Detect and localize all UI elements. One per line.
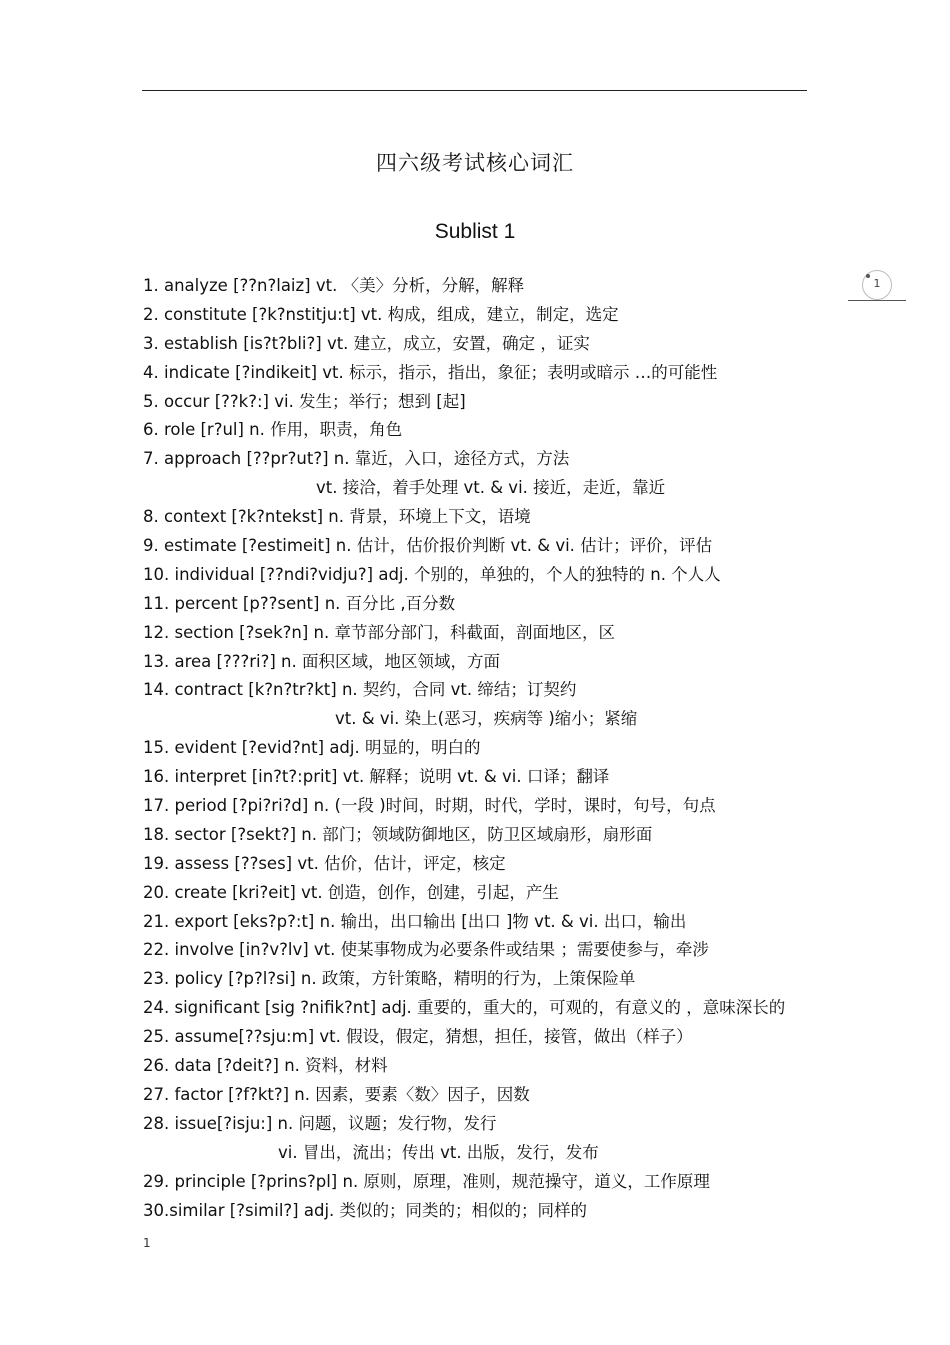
page-title: 四六级考试核心词汇 [376,151,574,175]
vocabulary-entry-continuation: vt. & vi. 染上(恶习，疾病等 )缩小；紧缩 [335,709,638,729]
vocabulary-entry: 26. data [?deit?] n. 资料，材料 [143,1056,388,1076]
vocabulary-entry: 30.similar [?simil?] adj. 类似的；同类的；相似的；同样的 [143,1200,588,1220]
vocabulary-entry: 22. involve [in?v?lv] vt. 使某事物成为必要条件或结果 ；需要使参与，牵涉 [143,940,709,960]
vocabulary-entry: 10. individual [??ndi?vidju?] adj. 个别的，单独的，个人的独特的 n. 个人人 [143,564,721,584]
vocabulary-entry: 28. issue[?isju:] n. 问题，议题；发行物，发行 [143,1113,497,1133]
vocabulary-entry: 5. occur [??k?:] vi. 发生；举行；想到 [起] [143,391,466,411]
vocabulary-entry: 24. significant [sig ?nifik?nt] adj. 重要的，重大的，可观的，有意义的 ，意味深长的 [143,998,786,1018]
vocabulary-entry: 19. assess [??ses] vt. 估价，估计，评定，核定 [143,853,506,873]
vocabulary-entry: 20. create [kri?eit] vt. 创造，创作，创建，引起，产生 [143,882,559,902]
vocabulary-list [143,272,823,1225]
vocabulary-entry: 27. factor [?f?kt?] n. 因素，要素〈数〉因子，因数 [143,1084,530,1104]
vocabulary-entry: 1. analyze [??n?laiz] vt. 〈美〉分析，分解，解释 [143,276,525,295]
vocabulary-entry: 6. role [r?ul] n. 作用，职责，角色 [143,420,403,440]
vocabulary-entry: 9. estimate [?estimeit] n. 估计，估价报价判断 vt. & vi. 估计；评价，评估 [143,536,713,556]
vocabulary-entry: 16. interpret [in?t?:prit] vt. 解释；说明 vt. & vi. 口译；翻译 [143,767,610,787]
vocabulary-entry-continuation: vt. 接洽，着手处理 vt. & vi. 接近，走近，靠近 [316,478,666,498]
vocabulary-entry: 2. constitute [?k?nstitju:t] vt. 构成，组成，建立，制定，选定 [143,304,619,324]
page-badge-dot-icon [866,274,870,278]
vocabulary-entry: 13. area [???ri?] n. 面积区域，地区领域，方面 [143,651,500,671]
vocabulary-entry: 14. contract [k?n?tr?kt] n. 契约，合同 vt. 缔结；订契约 [143,680,577,700]
vocabulary-entry: 4. indicate [?indikeit] vt. 标示，指示，指出，象征；表明或暗示 …的可能性 [143,362,718,382]
vocabulary-entry: 18. sector [?sekt?] n. 部门；领域防御地区，防卫区域扇形，扇形面 [143,824,653,844]
page-badge-underline [848,300,906,301]
page-badge [848,266,906,302]
vocabulary-entry: 21. export [eks?p?:t] n. 输出，出口输出 [出口 ]物 vt. & vi. 出口，输出 [143,911,687,931]
vocabulary-entry: 29. principle [?prins?pl] n. 原则，原理，准则，规范操守，道义，工作原理 [143,1171,710,1191]
vocabulary-entry: 17. period [?pi?ri?d] n. (一段 )时间，时期，时代，学时，课时，句号，句点 [143,796,716,816]
vocabulary-entry: 8. context [?k?ntekst] n. 背景，环境上下文，语境 [143,507,531,527]
sublist-heading: Sublist 1 [434,220,516,243]
vocabulary-entry: 7. approach [??pr?ut?] n. 靠近，入口，途径方式，方法 [143,449,570,469]
vocabulary-entry: 15. evident [?evid?nt] adj. 明显的，明白的 [143,738,481,758]
vocabulary-entry-continuation: vi. 冒出，流出；传出 vt. 出版，发行，发布 [278,1142,599,1162]
vocabulary-entry: 3. establish [is?t?bli?] vt. 建立，成立，安置，确定 ，证实 [143,333,590,353]
vocabulary-entry: 25. assume[??sju:m] vt. 假设，假定，猜想，担任，接管，做出（样子） [143,1027,693,1047]
vocabulary-entry: 11. percent [p??sent] n. 百分比 ,百分数 [143,593,456,613]
footer-page-number: 1 [143,1236,151,1250]
vocabulary-entry: 12. section [?sek?n] n. 章节部分部门，科截面，剖面地区，区 [143,622,615,642]
page-badge-number: 1 [873,277,881,290]
vocabulary-entry: 23. policy [?p?l?si] n. 政策，方针策略，精明的行为，上策保险单 [143,969,636,989]
top-rule [142,90,807,91]
